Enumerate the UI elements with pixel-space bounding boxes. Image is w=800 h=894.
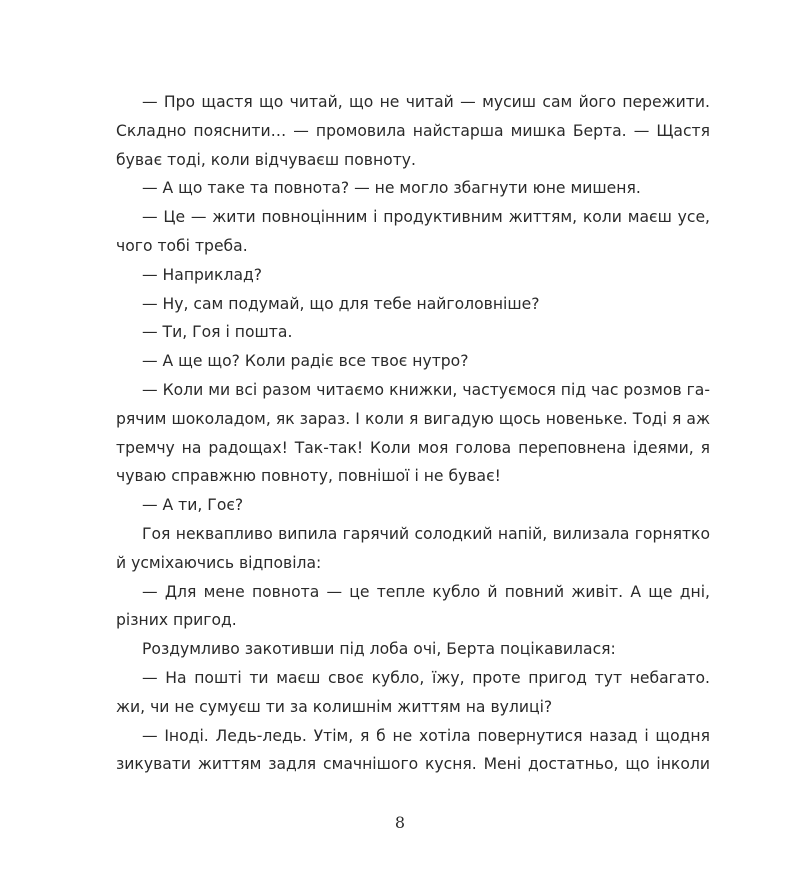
text-line: — Наприклад? — [142, 265, 263, 284]
text-line: Гоя неквапливо випила гарячий солодкий напій, вилизала горнятко — [142, 524, 710, 543]
text-line: — А ти, Гоє? — [142, 496, 244, 515]
text-line: — А що таке та повнота? — не могло збагнути юне мишеня. — [142, 179, 641, 198]
text-line: — Іноді. Ледь-ледь. Утім, я б не хотіла повернутися назад і щодня — [142, 726, 710, 745]
text-line: Складно пояснити… — промовила найстарша мишка Берта. — Щастя — [116, 121, 710, 140]
text-line: — Для мене повнота — це тепле кубло й повний живіт. А ще дні, — [142, 582, 710, 601]
text-line: — А ще що? Коли радіє все твоє нутро? — [142, 352, 469, 371]
text-line: буває тоді, коли відчуваєш повноту. — [116, 150, 416, 169]
text-line: чуваю справжню повноту, повнішої і не буває! — [116, 467, 501, 486]
text-line: — Про щастя що читай, що не читай — мусиш сам його пережити. — [142, 93, 710, 111]
text-line: Роздумливо закотивши під лоба очі, Берта поцікавилася: — [142, 640, 616, 659]
text-line: тремчу на радощах! Так-так! Коли моя голова переповнена ідеями, я — [116, 438, 710, 457]
text-line: — Ти, Гоя і пошта. — [142, 323, 293, 342]
page-number: 8 — [394, 813, 406, 832]
text-line: й усміхаючись відповіла: — [116, 553, 322, 572]
text-line: рячим шоколадом, як зараз. І коли я вигадую щось новеньке. Тоді я аж — [116, 409, 710, 428]
text-line: різних пригод. — [116, 611, 237, 630]
book-page-text — [116, 88, 710, 779]
text-line: зикувати життям задля смачнішого кусня. Мені достатньо, що інколи — [116, 755, 710, 774]
text-line: — На пошті ти маєш своє кубло, їжу, проте пригод тут небагато. — [142, 668, 710, 687]
text-line: — Коли ми всі разом читаємо книжки, частуємося під час розмов га- — [142, 380, 710, 399]
text-line: — Ну, сам подумай, що для тебе найголовніше? — [142, 294, 540, 313]
text-line: жи, чи не сумуєш ти за колишнім життям на вулиці? — [116, 697, 553, 716]
text-line: — Це — жити повноцінним і продуктивним життям, коли маєш усе, — [142, 208, 710, 227]
text-line: чого тобі треба. — [116, 236, 248, 255]
